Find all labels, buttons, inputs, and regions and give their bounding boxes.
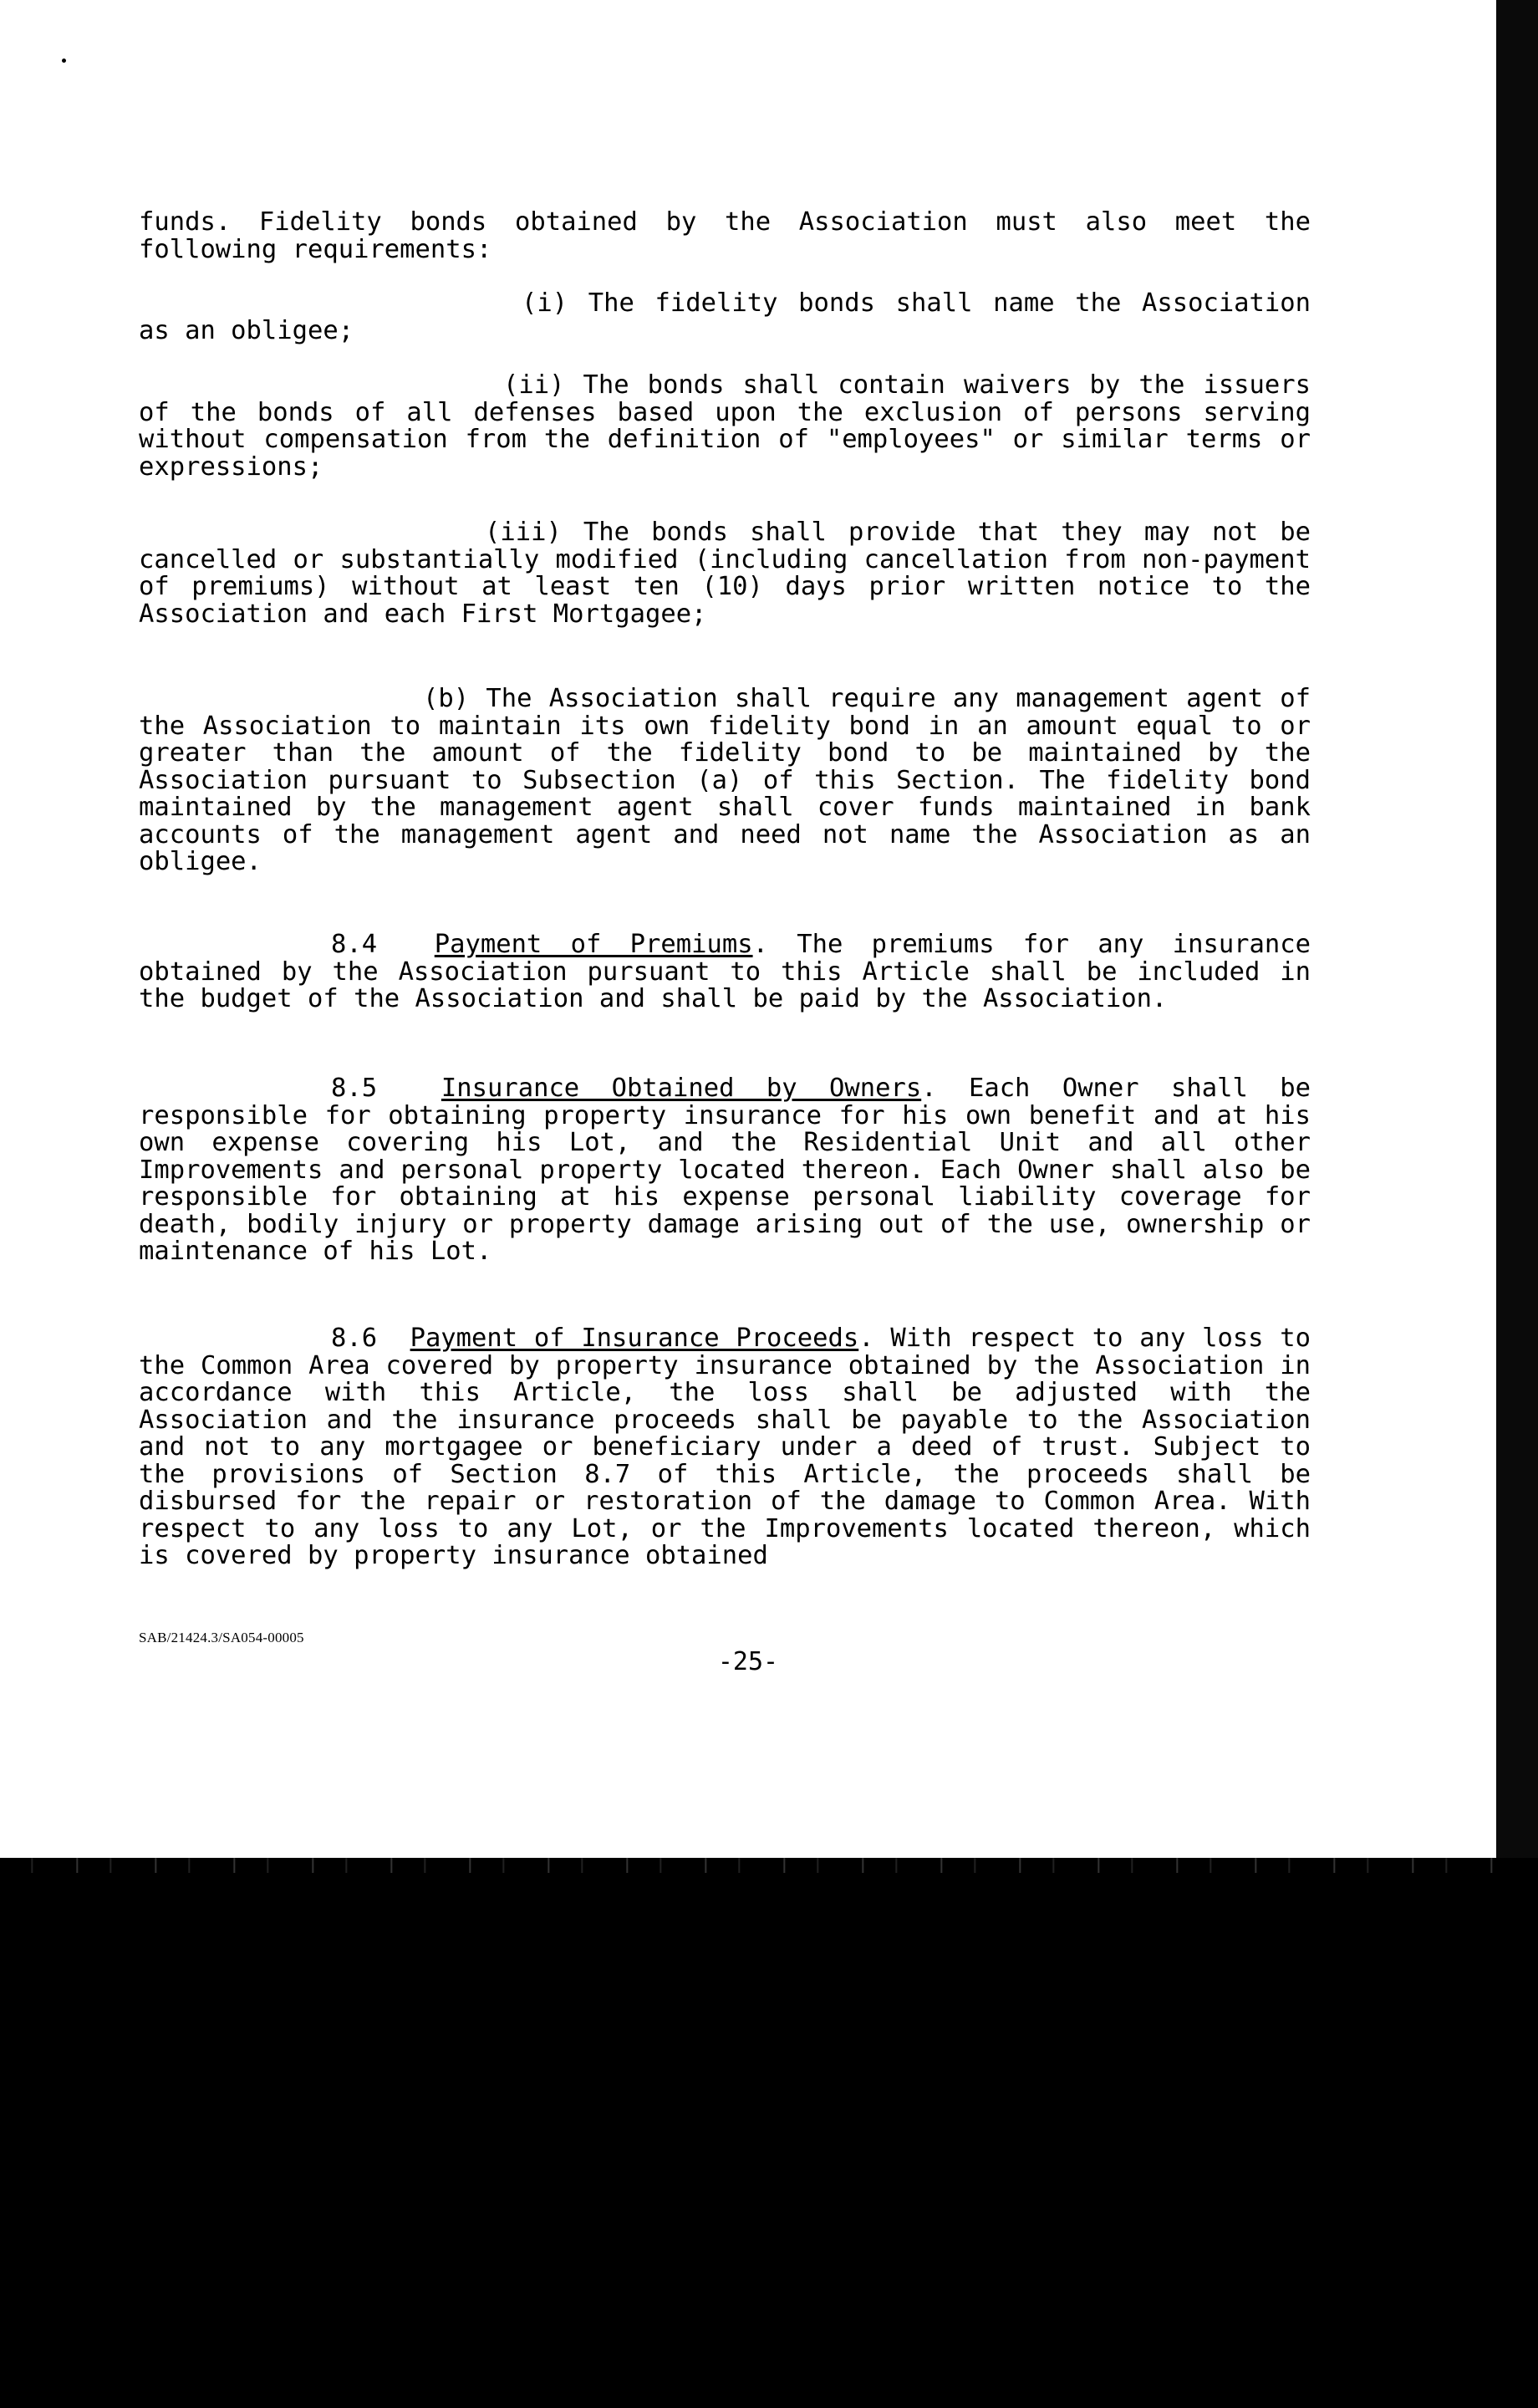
paragraph-item-iii: (iii) The bonds shall provide that they may not be cancelled or substantially modified (including cancellation from non-payment of premiums) without at least ten (10) days prior written notice to the Association and each First Mortgagee; bbox=[139, 518, 1311, 629]
section-number: 8.4 bbox=[331, 930, 378, 959]
section-number: 8.6 bbox=[331, 1324, 378, 1353]
document-footer-id: SAB/21424.3/SA054-00005 bbox=[139, 1630, 304, 1645]
section-8-5 bbox=[139, 1075, 1311, 1266]
section-heading: Insurance Obtained by Owners bbox=[441, 1074, 922, 1103]
section-heading: Payment of Premiums bbox=[434, 930, 753, 959]
section-8-4 bbox=[139, 931, 1311, 1013]
section-body: . The premiums for any insurance obtained by the Association pursuant to this Article shall be included in the budget of the Association and shall be paid by the Association. bbox=[139, 930, 1311, 1013]
section-body: . With respect to any loss to the Common Area covered by property insurance obtained by the Association in accordance with this Article, the loss shall be adjusted with the Association and the insurance proceeds shall be payable to the Association and not to any mortgagee or beneficiary under a deed of trust. Subject to the provisions of Section 8.7 of this Article, the proceeds shall be disbursed for the repair or restoration of the damage to Common Area. With respect to any loss to any Lot, or the Improvements located thereon, which is covered by property insurance obtained bbox=[139, 1324, 1311, 1570]
section-number: 8.5 bbox=[331, 1074, 378, 1103]
scan-bottom-edge bbox=[0, 1858, 1496, 1873]
scan-artifact-dot bbox=[62, 59, 66, 63]
section-heading: Payment of Insurance Proceeds bbox=[410, 1324, 859, 1353]
paragraph-funds: funds. Fidelity bonds obtained by the Association must also meet the following requirements: bbox=[139, 207, 1311, 264]
scan-right-edge bbox=[1496, 0, 1538, 1858]
paragraph-item-i: (i) The fidelity bonds shall name the Association as an obligee; bbox=[139, 288, 1311, 345]
section-8-6 bbox=[139, 1325, 1311, 1570]
section-body: . Each Owner shall be responsible for obtaining property insurance for his own benefit and at his own expense covering his Lot, and the Residential Unit and all other Improvements and personal property located thereon. Each Owner shall also be responsible for obtaining at his expense personal liability coverage for death, bodily injury or property damage arising out of the use, ownership or maintenance of his Lot. bbox=[139, 1074, 1311, 1266]
paragraph-item-b: (b) The Association shall require any management agent of the Association to maintain its own fidelity bond in an amount equal to or greater than the amount of the fidelity bond to be maintained by the Association pursuant to Subsection (a) of this Section. The fidelity bond maintained by the management agent shall cover funds maintained in bank accounts of the management agent and need not name the Association as an obligee. bbox=[139, 684, 1311, 876]
paragraph-item-ii: (ii) The bonds shall contain waivers by the issuers of the bonds of all defenses based upon the exclusion of persons serving without compensation from the definition of "employees" or similar terms or expressions; bbox=[139, 370, 1311, 482]
page-number: -25- bbox=[717, 1647, 779, 1676]
